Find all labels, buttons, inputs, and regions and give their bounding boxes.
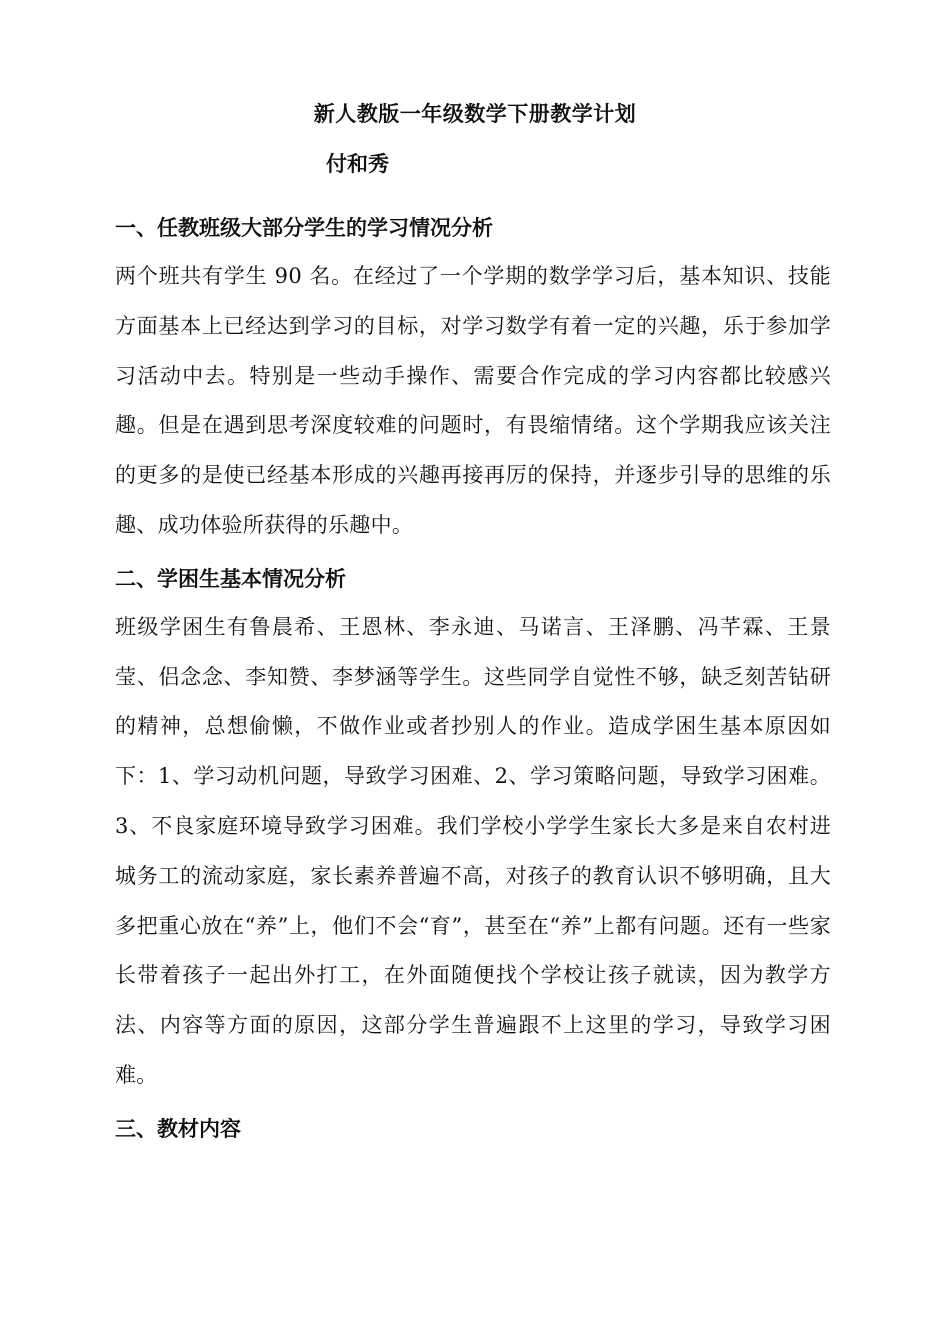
- section-heading-1: 一、任教班级大部分学生的学习情况分析: [115, 215, 493, 240]
- document-title: 新人教版一年级数学下册教学计划: [313, 101, 637, 126]
- section-paragraph-1: 两个班共有学生 90 名。在经过了一个学期的数学学习后，基本知识、技能方面基本上已经达到学习的目标，对学习数学有着一定的兴趣，乐于参加学习活动中去。特别是一些动手操作、需要合作完成的学习内容都比较感兴趣。但是在遇到思考深度较难的问题时，有畏缩情绪。这个学期我应该关注的更多的是使已经基本形成的兴趣再接再厉的保持，并逐步引导的思维的乐趣、成功体验所获得的乐趣中。: [115, 264, 831, 537]
- section-heading-3: 三、教材内容: [115, 1115, 241, 1141]
- section-heading-2: 二、学困生基本情况分析: [115, 565, 346, 591]
- document-body: [115, 210, 831, 1147]
- document-author: 付和秀: [326, 151, 389, 176]
- section-paragraph-2: 班级学困生有鲁晨希、王恩林、李永迪、马诺言、王泽鹏、冯芊霖、王景莹、侣念念、李知赞、李梦涵等学生。这些同学自觉性不够，缺乏刻苦钻研的精神，总想偷懒，不做作业或者抄别人的作业。造成学困生基本原因如下：1、学习动机问题，导致学习困难、2、学习策略问题，导致学习困难。3、不良家庭环境导致学习困难。我们学校小学学生家长大多是来自农村进城务工的流动家庭，家长素养普遍不高，对孩子的教育认识不够明确，且大多把重心放在“养”上，他们不会“育”，甚至在“养”上都有问题。还有一些家长带着孩子一起出外打工，在外面随便找个学校让孩子就读，因为教学方法、内容等方面的原因，这部分学生普遍跟不上这里的学习，导致学习困难。: [115, 614, 831, 1087]
